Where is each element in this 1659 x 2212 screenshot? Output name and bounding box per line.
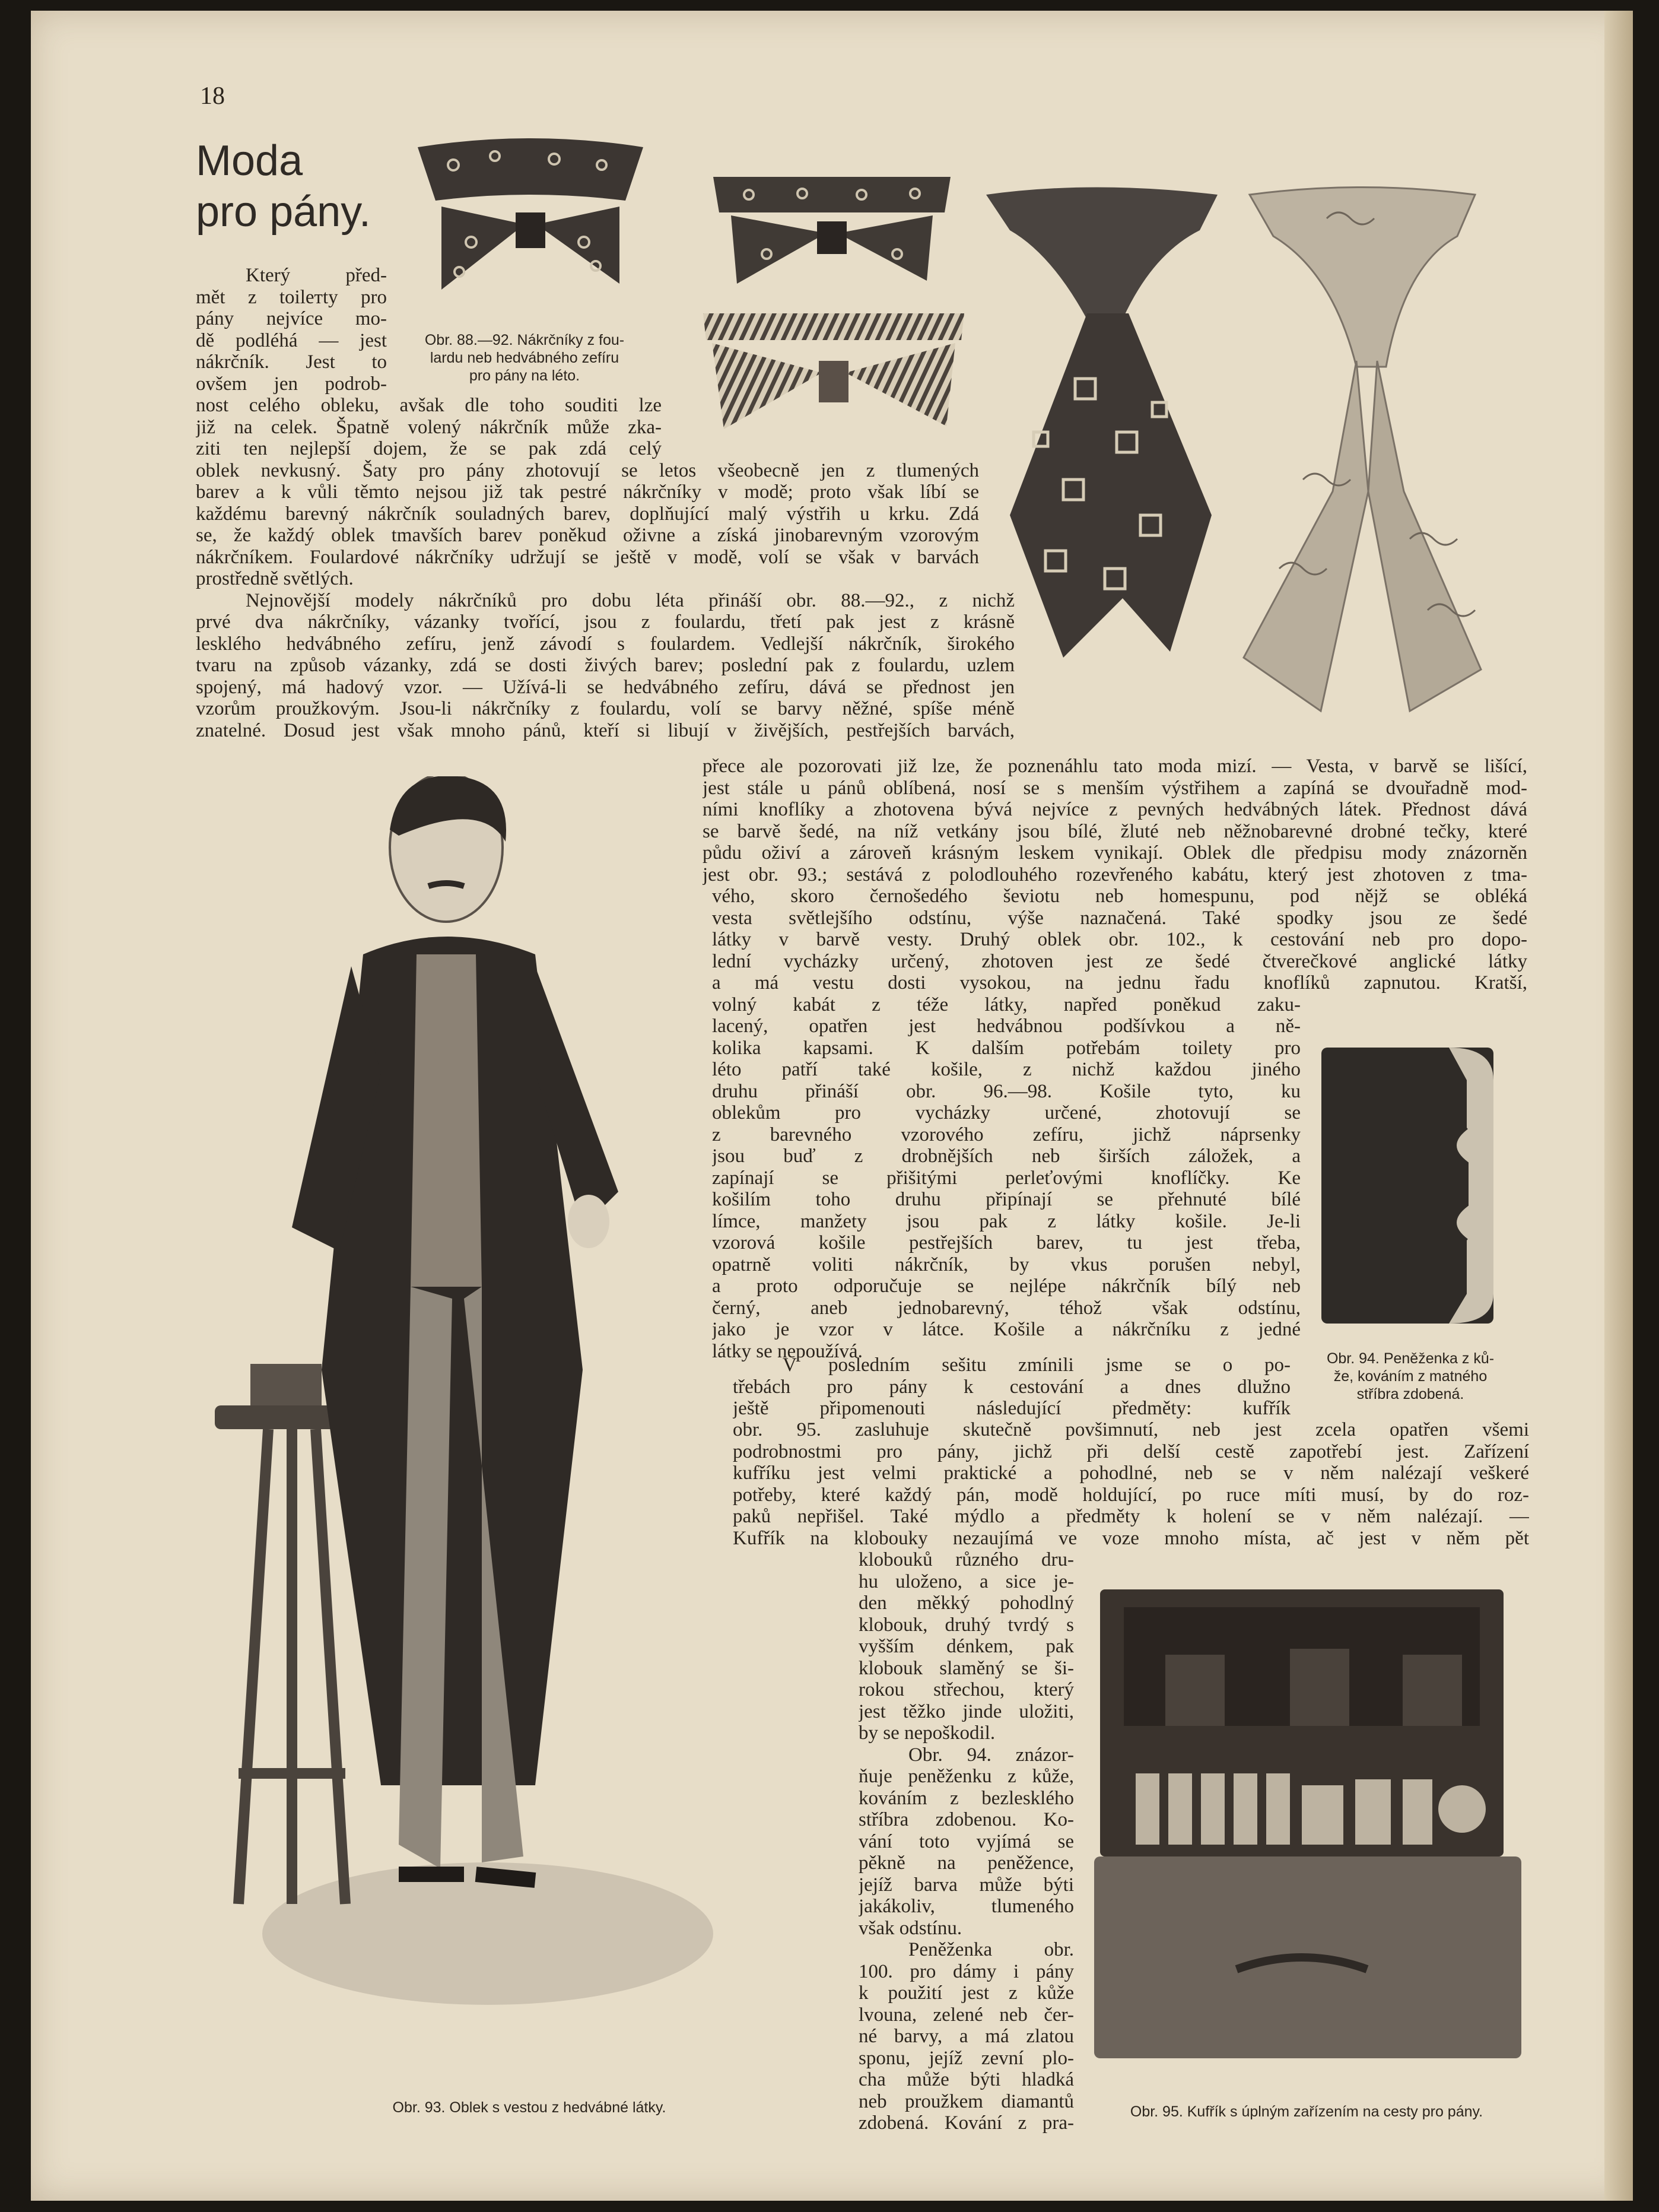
text-line: límce, manžety jsou pak z látky košile. Je-li xyxy=(712,1210,1301,1232)
text-line: košilím toho druhu připínají se přehnuté bílé xyxy=(712,1189,1301,1210)
text-line: jako je vzor v látce. Košile a nákrčníku z jedné xyxy=(712,1319,1301,1340)
text-line: jakákoliv, tlumeného xyxy=(859,1896,1074,1917)
text-line: již na celek. Špatně volený nákrčník může zka- xyxy=(196,416,662,438)
text-line: látky se nepoužívá. xyxy=(712,1340,863,1362)
text-line: z barevného vzorového zefíru, jichž náprsenky xyxy=(712,1124,1301,1145)
right-paragraph-travel xyxy=(733,1354,1291,1420)
text-line: lesklého hedvábného zefíru, jenž závodí s foulardem. Vedlejší nákrčník, širokého xyxy=(196,633,1015,655)
text-line: den měkký pohodlný xyxy=(859,1592,1074,1614)
text-line: kufříku jest velmi praktické a pohodlné, neb se v něm nalézají veškeré xyxy=(733,1462,1529,1484)
text-line: k použití jest z kůže xyxy=(859,1982,1074,2004)
text-line: prvé dva nákrčníky, vázanky tvořící, jsou z foulardu, třetí pak jest z krásně xyxy=(196,611,1015,633)
gentleman-suit-illustration xyxy=(203,776,725,2017)
caption-line: že, kováním z matného xyxy=(1333,1368,1488,1385)
text-line: lacený, opatřen jest hedvábnou podšívkou a ně- xyxy=(712,1015,1301,1037)
text-line: stříbra zdobenou. Ko- xyxy=(859,1809,1074,1830)
text-line: neb proužkem diamantů xyxy=(859,2090,1074,2112)
bowtie-illustration-1 xyxy=(406,135,655,302)
text-line: jejíž barva může býti xyxy=(859,1874,1074,1896)
text-line: potřeby, které každý pán, modě holdující, po ruce míti musí, by do roz- xyxy=(733,1484,1529,1506)
text-line: oblekům pro vycházky určené, zhotovují se xyxy=(712,1102,1301,1124)
top-paragraph xyxy=(196,395,1015,741)
text-line: Peněženka obr. xyxy=(908,1939,1074,1960)
text-line: né barvy, a má zlatou xyxy=(859,2026,1074,2047)
narrow-column-text xyxy=(859,1549,1074,2134)
text-line: prostředně světlých. xyxy=(196,568,354,589)
text-line: černý, aneb jednobarevný, téhož však odstínu, xyxy=(712,1297,1301,1319)
text-line: a má vestu dosti vysokou, na jednu řadu knoflíků zapnutou. Kratší, xyxy=(712,972,1527,994)
text-line: Nejnovější modely nákrčníků pro dobu léta přináší obr. 88.—92., z nichž xyxy=(246,589,1015,611)
caption-fig88-92 xyxy=(382,331,667,385)
text-line: ziti ten nejlepší dojem, že se pak zdá celý xyxy=(196,438,662,459)
caption-line: lardu neb hedvábného zefíru xyxy=(430,350,619,366)
caption-line: Obr. 94. Peněženka z ků- xyxy=(1326,1350,1495,1367)
text-line: klobouk, druhý tvrdý s xyxy=(859,1614,1074,1636)
text-line: podrobnostmi pro pány, jichž při delší cestě zapotřebí jest. Zařízení xyxy=(733,1440,1529,1462)
text-line: vzorová košile pestřejších barev, tu jest třeba, xyxy=(712,1232,1301,1253)
text-line: lední vycházky určený, zhotoven jest ze šedé čtverečkové anglické látky xyxy=(712,950,1527,972)
text-line: se barvě šedé, na níž vetkány jsou bílé, žluté neb něžnobarevné drobné tečky, které xyxy=(703,820,1527,842)
text-line: léto patří také košile, z nichž každou jiného xyxy=(712,1059,1301,1080)
text-line: třebách pro pány k cestování a dnes dlužno xyxy=(733,1376,1291,1398)
text-line: vého, skoro černošedého ševiotu neb homespunu, pod nějž se obléká xyxy=(712,886,1527,907)
text-line: pěkně na peněžence, xyxy=(859,1852,1074,1874)
text-line: Obr. 94. znázor- xyxy=(908,1744,1074,1766)
text-line: látky v barvě vesty. Druhý oblek obr. 102., k cestování neb pro dopo- xyxy=(712,929,1527,950)
text-line: spojený, má hadový vzor. — Užívá-li se hedvábného zefíru, dává se přednost jen xyxy=(196,676,1015,698)
text-line: sponu, jejíž zevní plo- xyxy=(859,2047,1074,2069)
text-line: V posledním sešitu zmínili jsme se o po- xyxy=(783,1354,1291,1376)
text-line: kováním z bezleskléhо xyxy=(859,1787,1074,1809)
striped-bowtie-illustration xyxy=(700,310,967,438)
travel-case-illustration xyxy=(1094,1583,1533,2082)
magazine-page xyxy=(31,11,1633,2201)
text-line: cha může býti hladká xyxy=(859,2069,1074,2090)
page-spine xyxy=(1604,11,1633,2201)
text-line: vyšším dénkem, pak xyxy=(859,1636,1074,1657)
text-line: klobouk slaměný se ši- xyxy=(859,1657,1074,1679)
text-line: Který před- xyxy=(246,265,387,286)
snake-pattern-tie-illustration xyxy=(1232,183,1493,717)
text-line: vání toto vyjímá se xyxy=(859,1830,1074,1852)
caption-line: Obr. 88.—92. Nákrčníky z fou- xyxy=(424,332,625,348)
caption-line: stříbra zdobená. xyxy=(1356,1386,1464,1402)
text-line: Kufřík na klobouky nezaujímá ve voze mnoho místa, ač jest v něm pět xyxy=(733,1527,1529,1549)
page-number: 18 xyxy=(200,82,225,110)
article-title xyxy=(196,135,371,237)
text-line: ještě připomenouti následující předměty: kufřík xyxy=(733,1398,1291,1419)
text-line: kolika kapsami. K dalším potřebám toilety pro xyxy=(712,1037,1301,1059)
text-line: však odstínu. xyxy=(859,1917,962,1939)
caption-fig94 xyxy=(1295,1350,1526,1403)
text-line: volný kabát z téže látky, napřed poněkud zaku- xyxy=(712,994,1301,1015)
text-line: vzorům proužkovým. Jsou-li nákrčníky z foulardu, volí se barvy něžné, spíše méně xyxy=(196,698,1015,719)
text-line: oblek nevkusný. Šaty pro pány zhotovují se letos všeobecně jen z tlumených xyxy=(196,459,979,481)
title-line: pro pány. xyxy=(196,188,371,236)
text-line: klobouků různého dru- xyxy=(859,1549,1074,1570)
text-line: zdobená. Kování z pra- xyxy=(859,2112,1074,2134)
right-paragraph-top xyxy=(703,756,1527,886)
text-line: a proto odporučuje se nejlépe nákrčník bílý neb xyxy=(712,1275,1301,1297)
wallet-illustration xyxy=(1318,1045,1496,1326)
intro-text xyxy=(196,265,387,395)
text-line: půdu oživí a zároveň krásným leskem vynikají. Oblek dle předpisu mody znázorněn xyxy=(703,842,1527,864)
text-line: ními knoflíky a zhotovena bývá nejvíce z pevných hedvábných látek. Přednost dává xyxy=(703,799,1527,820)
text-line: jest obr. 93.; sestává z polodlouhého rozevřeného kabátu, který jest zhotoven z tma- xyxy=(703,864,1527,886)
text-line: jest stále u pánů oblíbená, nosí se s menším výstřihem a zapíná se dvouřadně mod- xyxy=(703,777,1527,799)
text-line: rokou střechou, který xyxy=(859,1679,1074,1700)
text-line: přece ale pozorovati již lze, že poznenáhlu tato moda mizí. — Vesta, v barvě se lišící, xyxy=(703,756,1527,777)
text-line: jsou buď z drobnějších neb širších záložek, a xyxy=(712,1145,1301,1167)
text-line: mět z toilетty pro xyxy=(196,286,387,308)
text-line: 100. pro dámy i pány xyxy=(859,1960,1074,1982)
text-line: druhu přináší obr. 96.—98. Košile tyto, ku xyxy=(712,1080,1301,1102)
text-line: zapínají se přišitými perleťovými knoflíčky. Ke xyxy=(712,1167,1301,1189)
text-line: ňuje peněženku z kůže, xyxy=(859,1766,1074,1787)
text-line: každému barevný nákrčník souladných barev, doplňující malý výstřih u krku. Zdá xyxy=(196,503,979,525)
text-line: nost celého obleku, avšak dle toho souditi lze xyxy=(196,395,662,416)
text-line: by se nepoškodil. xyxy=(859,1722,996,1744)
text-line: hu uloženo, a sice je- xyxy=(859,1570,1074,1592)
text-line: nákrčníkem. Foulardové nákrčníky udržují se ještě v modě, volí se však v barvách xyxy=(196,546,979,568)
text-line: dě podléhá — jest xyxy=(196,329,387,351)
caption-fig93: Obr. 93. Oblek s vestou z hedvábné látky. xyxy=(392,2099,666,2116)
text-line: znatelné. Dosud jest však mnoho pánů, kteří si libují v živějších, pestřejších barvách, xyxy=(196,719,1015,741)
text-line: paků nepřišel. Také mýdlo a předměty k holení se v něm nalézají. — xyxy=(733,1506,1529,1527)
ascot-tie-illustration xyxy=(974,183,1229,669)
text-line: vesta světlejšího odstínu, výše naznačená. Také spodky jsou ze šedé xyxy=(712,907,1527,929)
bowtie-illustration-2 xyxy=(707,171,956,290)
text-line: obr. 95. zasluhuje skutečně povšimnutí, neb jest zcela opatřen všemi xyxy=(733,1419,1529,1440)
caption-line: pro pány na léto. xyxy=(469,367,580,384)
text-line: tvaru na způsob vázanky, zdá se dosti živých barev; poslední pak z foulardu, uzlem xyxy=(196,655,1015,676)
text-line: se, že každý oblek tmavších barev poněkud oživne a získá jinobarevným vzorovým xyxy=(196,525,979,546)
text-line: opatrně voliti nákrčník, by vkus porušen nebyl, xyxy=(712,1253,1301,1275)
text-line: barev a k vůli těmto nejsou již tak pestré nákrčníky v modě; proto však líbí se xyxy=(196,481,979,503)
text-line: lvouna, zelené neb čer- xyxy=(859,2004,1074,2026)
caption-fig95: Obr. 95. Kufřík s úplným zařízením na cesty pro pány. xyxy=(1130,2103,1483,2120)
text-line: pány nejvíce mo- xyxy=(196,308,387,329)
right-paragraph-wide xyxy=(733,1419,1529,1549)
text-line: nákrčník. Jest to xyxy=(196,351,387,373)
text-line: ovšem jen podrob- xyxy=(196,373,387,395)
title-line: Moda xyxy=(196,137,303,185)
text-line: jest těžko jinde uložiti, xyxy=(859,1700,1074,1722)
